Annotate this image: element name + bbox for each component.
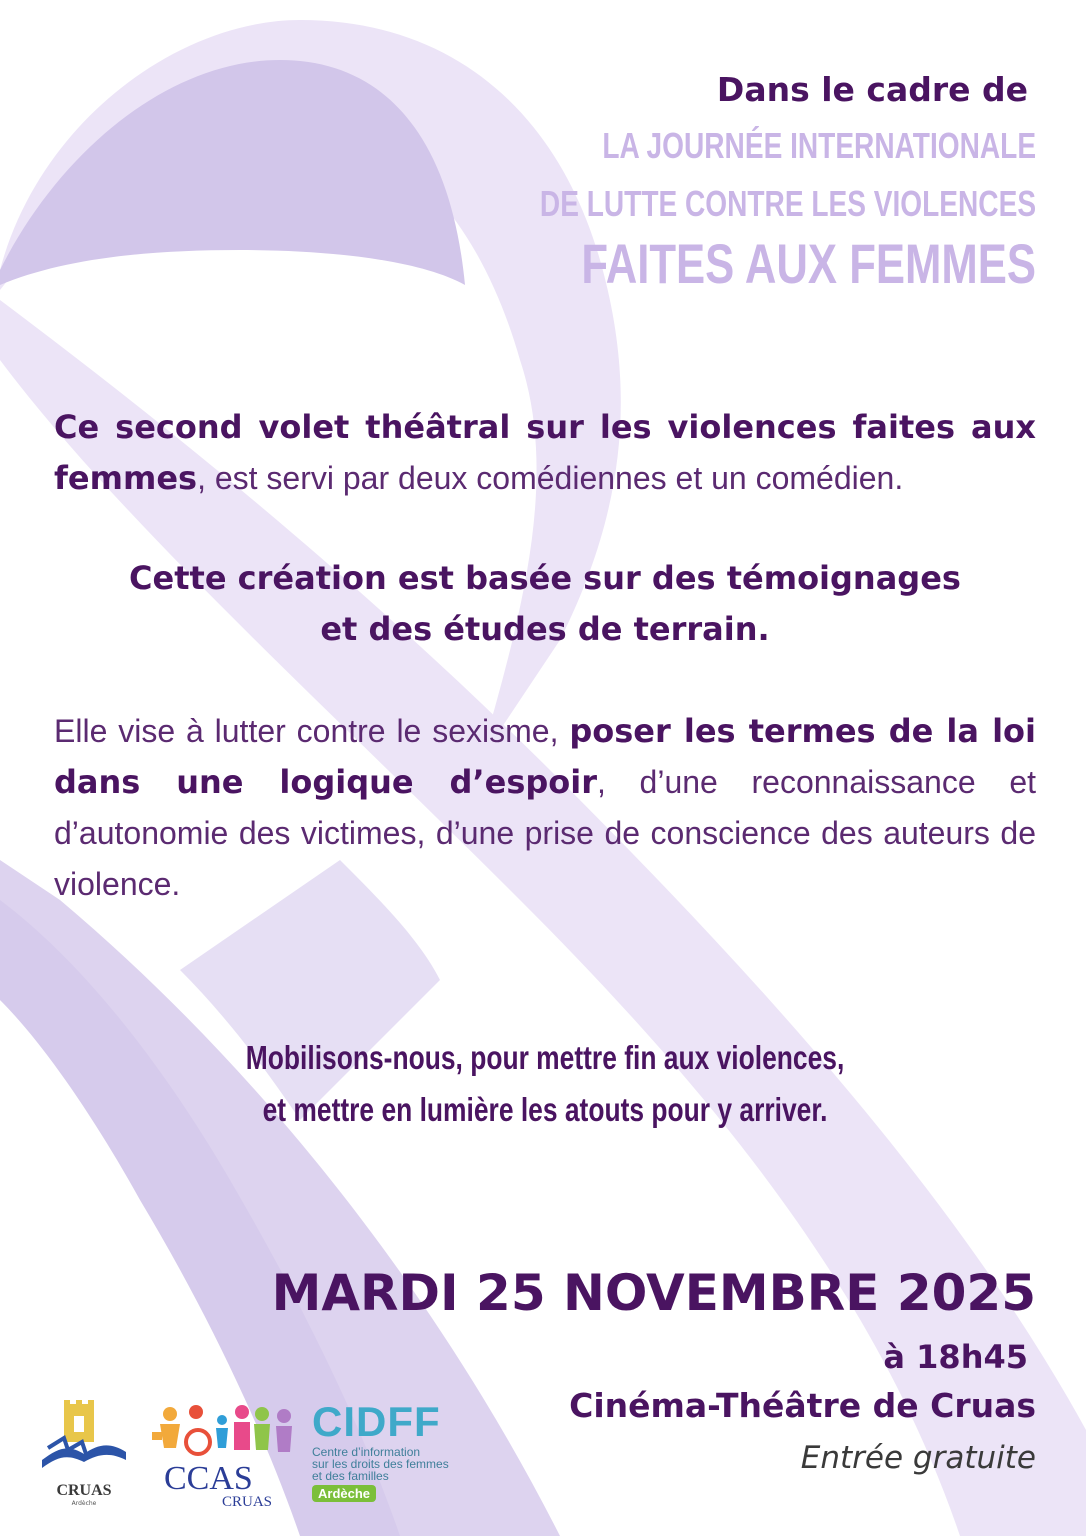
call-to-action (54, 1032, 1036, 1136)
event-title-line1: LA JOURNÉE INTERNATIONALE (602, 125, 1036, 166)
event-title-line3: FAITES AUX FEMMES (581, 232, 1036, 295)
paragraph-intro (54, 402, 1036, 504)
paragraph-goal-rest: , d’une reconnaissance et d’autonomie des victimes, d’une prise de conscience des auteurs de violence. (54, 764, 1036, 902)
cruas-logo-text: CRUAS (56, 1482, 112, 1499)
event-date: MARDI 25 NOVEMBRE 2025 (271, 1264, 1036, 1322)
event-entry: Entrée gratuite (800, 1440, 1036, 1476)
intro-text: Dans le cadre de (716, 70, 1028, 109)
cidff-desc-line2: sur les droits des femmes (312, 1457, 449, 1471)
ccas-logo-sub: CRUAS (222, 1494, 273, 1510)
cidff-desc-line1: Centre d’information (312, 1445, 421, 1459)
paragraph-goal (54, 706, 1036, 910)
cidff-badge: Ardèche (312, 1485, 376, 1502)
call-line2: et mettre en lumière les atouts pour y arriver. (262, 1091, 828, 1128)
paragraph-creation-line1: Cette création est basée sur des témoignages (129, 559, 961, 597)
event-place: Cinéma-Théâtre de Cruas (569, 1386, 1036, 1425)
paragraph-goal-bold: poser les termes de la loi dans une logique d’espoir (54, 712, 1037, 801)
paragraph-creation-line2: et des études de terrain. (320, 610, 770, 648)
paragraph-creation (54, 553, 1036, 655)
cidff-desc-line3: et des familles (312, 1469, 389, 1483)
event-title (400, 125, 1036, 314)
cruas-emblem-icon (38, 1398, 130, 1476)
ccas-logo-text: CCAS (164, 1460, 253, 1497)
cruas-logo (38, 1398, 130, 1507)
paragraph-intro-bold: Ce second volet théâtral sur les violences faites aux femmes (54, 408, 1036, 497)
call-line1: Mobilisons-nous, pour mettre fin aux violences, (245, 1039, 845, 1076)
event-time: à 18h45 (883, 1338, 1028, 1376)
cidff-logo (312, 1398, 482, 1507)
ccas-people-icon (150, 1404, 295, 1460)
event-title-line2: DE LUTTE CONTRE LES VIOLENCES (539, 183, 1036, 224)
cidff-logo-text: CIDFF (312, 1398, 441, 1445)
paragraph-intro-rest: , est servi par deux comédiennes et un comédien. (197, 460, 904, 496)
paragraph-goal-start: Elle vise à lutter contre le sexisme, (54, 713, 570, 749)
cruas-logo-sub: Ardèche (71, 1500, 97, 1507)
ccas-logo (150, 1404, 295, 1509)
